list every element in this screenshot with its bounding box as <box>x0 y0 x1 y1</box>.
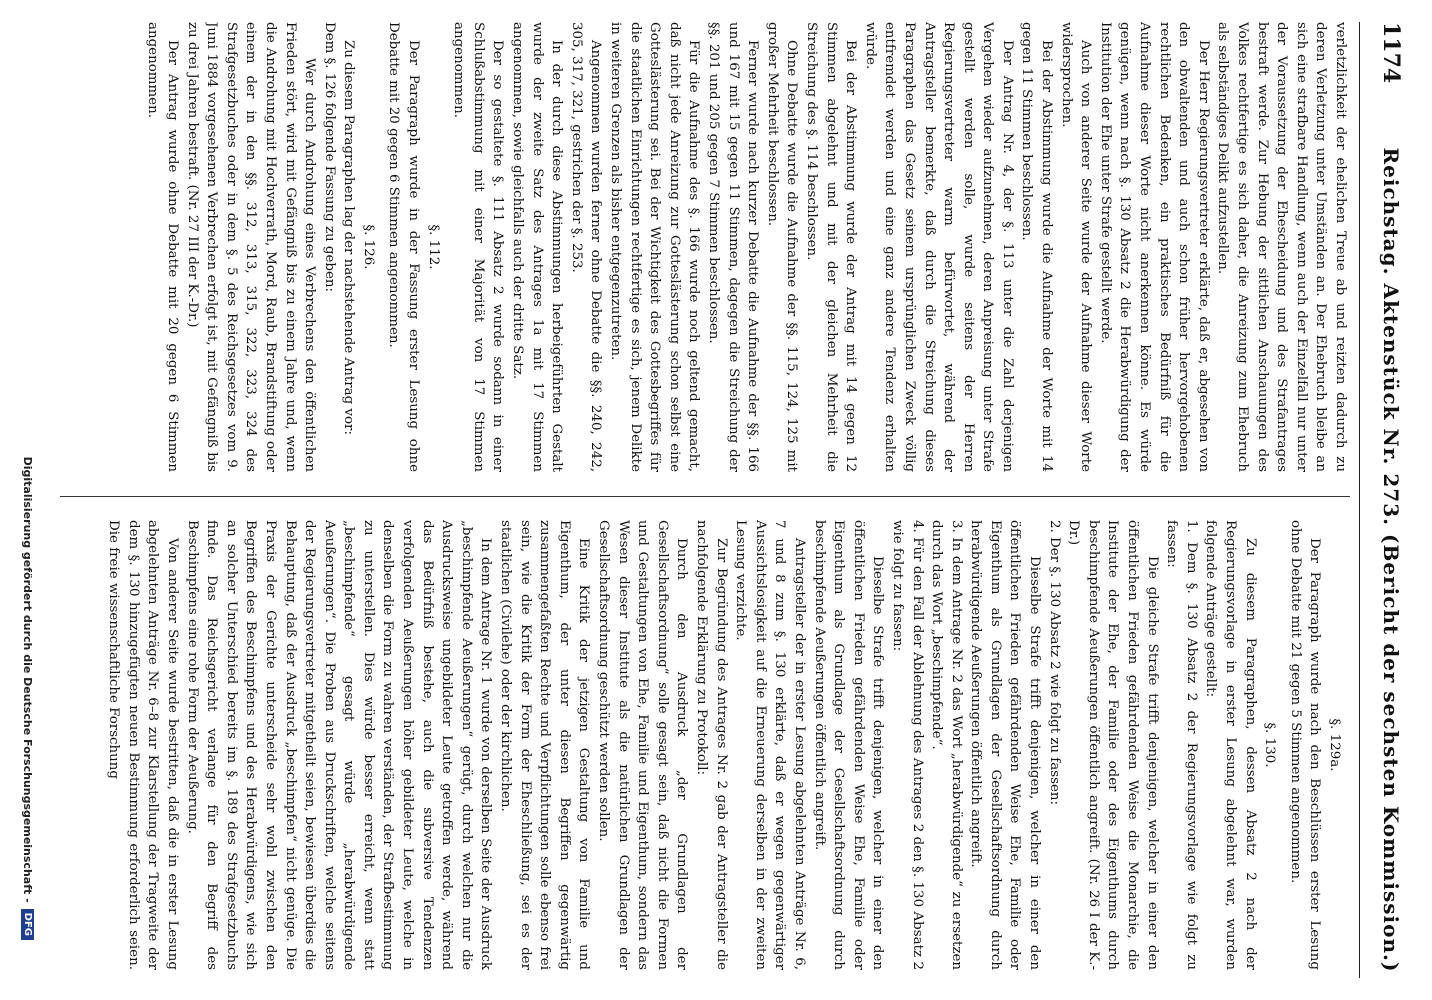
credit-text: Digitalisierung gefördert durch die Deutsche Forschungsgemeinschaft - <box>21 456 34 903</box>
section-heading: §. 112. <box>425 224 441 270</box>
paragraph: In dem Antrage Nr. 1 wurde von derselben Seite der Ausdruck „beschimpfende Aeußerungen“ gerügt, durch welchen nur die Ausdrucksweise ungebildeter Leute getroffen werde, während das Bedürfniß bestehe, auch die subversive Tendenzen verfolgenden Aeußerungen höher gebildeter Leute, welche in denselben die Form zu wahren verständen, der Strafbestimmung zu unterstellen. Dies würde besser erreicht, wenn statt „beschimpfende“ gesagt würde „herabwürdigende Aeußerungen“. Die Proben aus Druckschriften, welche seitens der Regierungsvertreter mitgetheilt seien, bewiesen überdies die Behauptung, daß der Ausdruck „beschimpfen“ nicht genüge. Die Praxis der Gerichte unterscheide sehr wohl zwischen den Begriffen des Beschimpfens und des Herabwürdigens, wie sich an solcher Unterschied bereits im §. 189 des Strafgesetzbuchs finde. Das Reichsgericht verlange für den Begriff des Beschimpfens eine rohe Form der Aeußerung. <box>184 520 494 970</box>
paragraph: Der Paragraph wurde in der Fassung erster Lesung ohne Debatte mit 20 gegen 6 Stimmen angenommen. <box>386 22 422 472</box>
section-heading: §. 126. <box>360 224 376 270</box>
column-divider <box>60 496 1350 497</box>
right-column <box>50 520 1350 970</box>
paragraph: Durch den Ausdruck „der Grundlagen der Gesellschaftsordnung“ solle gesagt sein, daß nicht die Formen und Gestaltungen von Ehe, Familie und Eigenthum, sondern das Wesen dieser Institute als die natürlichen Grundlagen der Gesellschaftsordnung geschützt werden sollen. <box>596 520 690 970</box>
motion-heading: 1. Dem §. 130 Absatz 2 der Regierungsvorlage wie folgt zu fassen: <box>1164 520 1199 970</box>
paragraph: Der Herr Regierungsvertreter erklärte, daß er, abgesehen von den obwaltenden und auch schon früher hervorgehobenen rechtlichen Bedenken, ein praktisches Bedürfniß für die Aufnahme dieser Worte nicht anerkennen könne. Es würde genügen, wenn nach §. 130 Absatz 2 die Herabwürdigung der Institution der Ehe unter Strafe gestellt werde. <box>1097 22 1211 472</box>
digitization-credit <box>21 60 34 940</box>
paragraph: In der durch diese Abstimmungen herbeigeführten Gestalt wurde der zweite Satz des Antrages 1a mit 17 Stimmen angenommen, sowie gleichfalls auch der dritte Satz. <box>510 22 565 472</box>
paragraph: Eine Kritik der jetzigen Gestaltung von Familie und Eigenthum, der unter diesen Begriffen gegenwärtig zusammengefaßten Rechte und Verpflichtungen solle ebenso frei sein, wie die Kritik der Form der Eheschließung, sei es der staatlichen (Civilehe) oder der kirchlichen. <box>498 520 592 970</box>
paragraph: Zu diesem Paragraphen, dessen Absatz 2 nach der Regierungsvorlage in erster Lesung abgelehnt war, wurden folgende Anträge gestellt: <box>1203 520 1258 970</box>
paragraph: Der Antrag Nr. 4, der §. 113 unter die Zahl derjenigen Vergehen wieder aufzunehmen, deren Anpreisung unter Strafe gestellt werden solle, wurde seitens der Herren Regierungsvertreter warm befürwortet, während der Antragsteller bemerkte, daß durch die Streichung dieses Paragraphen das Gesetz seinem ursprünglichen Zweck völlig entfremdet werden und eine ganz andere Tendenz erhalten würde. <box>862 22 1015 472</box>
motion-text: Dieselbe Strafe trifft denjenigen, welcher in einer den öffentlichen Frieden gefährdenden Weise Ehe, Familie oder Eigenthum als Grundlagen der Gesellschaftsordnung durch herabwürdigende Aeußerungen öffentlich angreift. <box>968 520 1043 970</box>
paragraph: Bei der Abstimmung wurde der Antrag mit 14 gegen 12 Stimmen abgelehnt und mit der gleichen Mehrheit die Streichung des §. 114 beschlossen. <box>803 22 859 472</box>
motion-text: Die gleiche Strafe trifft denjenigen, welcher in einer den öffentlichen Frieden gefährdenden Weise die Monarchie, die Institute der Ehe, der Familie oder des Eigenthums durch beschimpfende Aeußerungen öffentlich angreift. (Nr. 26 I der K.-Dr.) <box>1066 520 1160 970</box>
section-heading: §. 129a. <box>1327 718 1342 772</box>
paragraph: Angenommen wurden ferner ohne Debatte die §§. 240, 242, 305, 317, 321, gestrichen der §. 253. <box>568 22 604 472</box>
motion-heading: 2. Der §. 130 Absatz 2 wie folgt zu fassen: <box>1046 520 1062 806</box>
motion-heading: Dem §. 126 folgende Fassung zu geben: <box>321 22 337 293</box>
page-title: Reichstag. Aktenstück Nr. 273. (Bericht der sechsten Kommission.) <box>1379 147 1403 973</box>
dfg-logo: DFG <box>21 909 34 940</box>
page-header <box>1364 22 1404 978</box>
left-column <box>50 22 1350 472</box>
motion-heading: 4. Für den Fall der Ablehnung des Antrages 2 den §. 130 Absatz 2 wie folgt zu fassen: <box>889 520 925 970</box>
paragraph: Zu diesem Paragraphen lag der nachstehende Antrag vor: <box>341 40 357 435</box>
paragraph: verletzlichkeit der ehelichen Treue ab und reizten dadurch zu deren Verletzung unter Umständen an. Der Ehebruch bleibe an sich eine strafbare Handlung, wenn auch der Einzelfall nur unter der Voraussetzung der Ehescheidung und des Strafantrages bestraft werde. Zur Hebung der sittlichen Anschauungen des Volkes rechtfertige es sich daher, die Anreizung zum Ehebruch als selbständiges Delikt aufzustellen. <box>1215 22 1348 472</box>
motion-text: Wer durch Androhung eines Verbrechens den öffentlichen Frieden stört, wird mit Gefängniß bis zu einem Jahre und, wenn die Androhung mit Hochverrath, Mord, Raub, Brandstiftung oder einem der in den §§. 312, 313, 315, 322, 323, 324 des Strafgesetzbuches oder in dem §. 5 des Reichsgesetzes vom 9. Juni 1884 vorgesehenen Verbrechen erfolgt ist, mit Gefängniß bis zu drei Jahren bestraft. (Nr. 27 III der K.-Dr.) <box>184 22 318 472</box>
paragraph: Bei der Abstimmung wurde die Aufnahme der Worte mit 14 gegen 11 Stimmen beschlossen. <box>1019 22 1055 472</box>
header-rule <box>1359 22 1360 978</box>
paragraph: Ohne Debatte wurde die Aufnahme der §§. 115, 124, 125 mit großer Mehrheit beschlossen. <box>764 22 800 472</box>
paragraph: Für die Aufnahme des §. 166 wurde noch geltend gemacht, daß nicht jede Anreizung zur Gotteslästerung schon selbst eine Gotteslästerung sei. Bei der Wichtigkeit des Gottesbegriffes für die staatlichen Einrichtungen rechtfertige es sich, jenem Delikte in weiteren Grenzen als bisher entgegenzutreten. <box>608 22 702 472</box>
motion-heading: 3. In dem Antrage Nr. 2 das Wort „herabwürdigende“ zu ersetzen durch das Wort „beschimpfende“. <box>929 520 964 970</box>
paragraph: Zur Begründung des Antrages Nr. 2 gab der Antragsteller die nachfolgende Erklärung zu Protokoll: <box>694 520 729 970</box>
section-heading: §. 130. <box>1262 722 1278 768</box>
paragraph: Der Antrag wurde ohne Debatte mit 20 gegen 6 Stimmen angenommen. <box>145 22 180 472</box>
paragraph: Der so gestaltete §. 111 Absatz 2 wurde sodann in einer Schlußabstimmung mit einer Majorität von 17 Stimmen angenommen. <box>451 22 506 472</box>
paragraph: Antragsteller der in erster Lesung abgelehnten Anträge Nr. 6, 7 und 8 zum §. 130 erklärte, daß er wegen gegenwärtiger Aussichtslosigkeit auf die Erneuerung derselben in der zweiten Lesung verzichte. <box>733 520 807 970</box>
paragraph: Ferner wurde nach kurzer Debatte die Aufnahme der §§. 166 und 167 mit 15 gegen 11 Stimmen, dagegen die Streichung der §§. 201 und 205 gegen 7 Stimmen beschlossen. <box>706 22 761 472</box>
motion-text: Dieselbe Strafe trifft denjenigen, welcher in einer den öffentlichen Frieden gefährdenden Weise Ehe, Familie oder Eigenthum als Grundlage der Gesellschaftsordnung durch beschimpfende Aeußerungen öffentlich angreift. <box>811 520 886 970</box>
paragraph: Von anderer Seite wurde bestritten, daß die in erster Lesung abgelehnten Anträge Nr. 6–8 zur Klarstellung der Tragweite der dem §. 130 hinzugefügten neuen Bestimmung erforderlich seien. Die freie wissenschaftliche Forschung <box>106 520 180 970</box>
page-number: 1174 <box>1378 22 1404 84</box>
paragraph: Auch von anderer Seite wurde der Aufnahme dieser Worte widersprochen. <box>1058 22 1094 472</box>
paragraph: Der Paragraph wurde nach den Beschlüssen erster Lesung ohne Debatte mit 21 gegen 5 Stimmen angenommen. <box>1287 520 1323 970</box>
